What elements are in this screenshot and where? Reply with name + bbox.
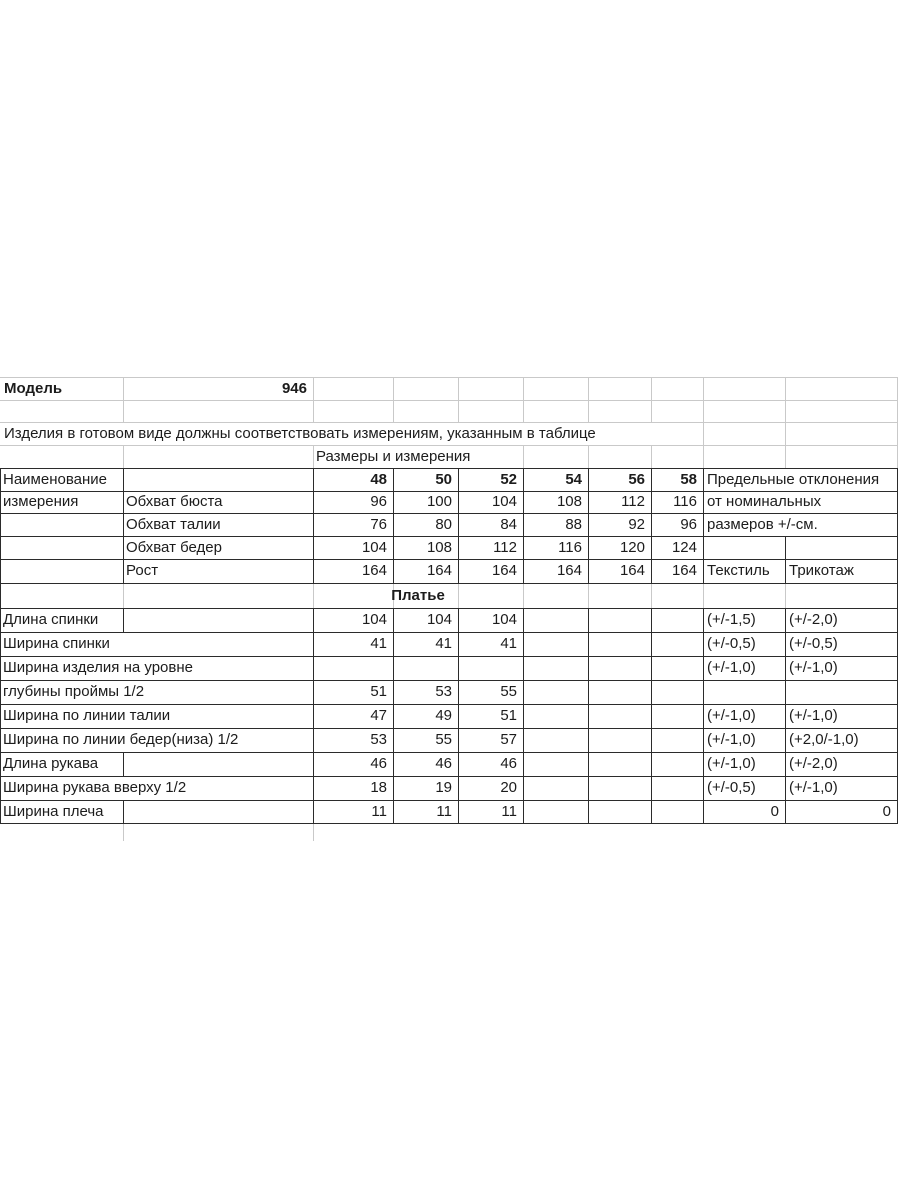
grid-line [588, 608, 589, 823]
grid-line [703, 377, 704, 422]
cell-garment-label: глубины проймы 1/2 [3, 683, 145, 700]
cell-measurement-value: 116 [558, 539, 582, 556]
cell-garment-value: 51 [370, 683, 387, 700]
cell-garment-value: 53 [370, 731, 387, 748]
cell-garment-label: Ширина по линии бедер(низа) 1/2 [3, 731, 239, 748]
cell-note: Изделия в готовом виде должны соответствовать измерениям, указанным в таблице [4, 425, 596, 442]
cell-tolerance-knit: (+/-1,0) [789, 707, 838, 724]
cell-measurement-value: 116 [673, 493, 697, 510]
cell-measurement-value: 108 [556, 493, 582, 510]
grid-line [523, 608, 524, 823]
cell-measurement-value: 96 [370, 493, 387, 510]
cell-measurement-value: 88 [565, 516, 582, 533]
grid-line [523, 583, 524, 608]
cell-measurement-value: 112 [621, 493, 645, 510]
cell-size-header: 58 [680, 471, 697, 488]
cell-measurement-value: 80 [435, 516, 452, 533]
cell-measurement-value: 104 [361, 539, 387, 556]
cell-garment-value: 104 [361, 611, 387, 628]
grid-line [703, 445, 704, 468]
cell-tolerance-textile: (+/-1,0) [707, 707, 756, 724]
cell-garment-value: 55 [500, 683, 517, 700]
grid-line [313, 377, 314, 422]
cell-measurement-value: 112 [493, 539, 517, 556]
cell-garment-label: Длина рукава [3, 755, 99, 772]
cell-model-value: 946 [281, 380, 307, 397]
cell-garment-value: 18 [370, 779, 387, 796]
cell-tolerance-textile: (+/-1,0) [707, 755, 756, 772]
cell-measurement-label: Обхват бюста [126, 493, 223, 510]
cell-garment-value: 46 [435, 755, 452, 772]
cell-garment-value: 11 [436, 803, 452, 820]
grid-line [123, 583, 124, 608]
cell-measurement-label: Обхват талии [126, 516, 221, 533]
cell-tolerance-textile: (+/-1,0) [707, 659, 756, 676]
cell-garment-value: 104 [491, 611, 517, 628]
cell-tolerance-note: размеров +/-см. [707, 516, 818, 533]
cell-measurement-value: 164 [619, 562, 645, 579]
cell-tolerance-knit: (+/-1,0) [789, 659, 838, 676]
cell-tolerance-knit: 0 [882, 803, 891, 820]
cell-size-header: 56 [628, 471, 645, 488]
cell-measurement-value: 164 [361, 562, 387, 579]
cell-measurement-value: 100 [426, 493, 452, 510]
cell-tolerance-knit: (+/-1,0) [789, 779, 838, 796]
cell-size-header: 50 [435, 471, 452, 488]
cell-fabric-textile: Текстиль [707, 562, 770, 579]
grid-line [785, 536, 786, 583]
grid-line [523, 445, 524, 468]
grid-line [123, 445, 124, 468]
grid-line [0, 400, 897, 401]
cell-size-header: 48 [370, 471, 387, 488]
cell-garment-label: Ширина изделия на уровне [3, 659, 193, 676]
grid-line [458, 377, 459, 422]
cell-tolerance-header: Предельные отклонения [707, 471, 880, 488]
cell-section-title: Платье [391, 587, 445, 604]
cell-tolerance-knit: (+/-0,5) [789, 635, 838, 652]
grid-line [703, 608, 704, 823]
cell-garment-value: 47 [370, 707, 387, 724]
cell-garment-value: 41 [435, 635, 452, 652]
cell-measurement-value: 120 [619, 539, 645, 556]
cell-tolerance-textile [707, 681, 781, 703]
cell-garment-label: Ширина рукава вверху 1/2 [3, 779, 187, 796]
cell-measurement-value: 164 [491, 562, 517, 579]
cell-sizes-title: Размеры и измерения [316, 448, 471, 465]
grid-line [0, 468, 1, 823]
cell-measurement-value: 124 [671, 539, 697, 556]
grid-line [523, 377, 524, 422]
cell-garment-label: Ширина плеча [3, 803, 104, 820]
grid-line [313, 823, 314, 841]
grid-line [785, 583, 786, 608]
cell-measurement-value: 96 [680, 516, 697, 533]
cell-measurement-value: 76 [370, 516, 387, 533]
cell-tolerance-textile: 0 [770, 803, 779, 820]
grid-line [703, 422, 704, 445]
cell-garment-value: 46 [370, 755, 387, 772]
grid-line [313, 445, 314, 468]
grid-line [897, 445, 898, 468]
cell-garment-value: 46 [500, 755, 517, 772]
cell-tolerance-textile: (+/-1,5) [707, 611, 756, 628]
grid-line [785, 445, 786, 468]
cell-tolerance-knit: (+/-2,0) [789, 755, 838, 772]
cell-garment-label: Ширина по линии талии [3, 707, 171, 724]
grid-line [703, 468, 704, 583]
cell-garment-value: 20 [500, 779, 517, 796]
grid-line [785, 608, 786, 823]
cell-garment-value: 19 [435, 779, 452, 796]
cell-garment-value [313, 657, 387, 679]
cell-size-header: 52 [500, 471, 517, 488]
cell-garment-value: 41 [370, 635, 387, 652]
cell-garment-value: 53 [435, 683, 452, 700]
cell-measurement-label: Обхват бедер [126, 539, 222, 556]
cell-garment-value: 55 [435, 731, 452, 748]
cell-measurement-value: 104 [491, 493, 517, 510]
cell-size-header: 54 [565, 471, 582, 488]
grid-line [651, 445, 652, 468]
grid-line [785, 422, 786, 445]
cell-tolerance-textile: (+/-0,5) [707, 779, 756, 796]
cell-garment-value: 11 [501, 803, 517, 820]
cell-measurement-label: Рост [126, 562, 159, 579]
cell-header-name-line1: Наименование [3, 471, 107, 488]
cell-measurement-value: 164 [426, 562, 452, 579]
cell-measurement-value: 92 [628, 516, 645, 533]
grid-line [651, 608, 652, 823]
cell-fabric-knit: Трикотаж [789, 562, 854, 579]
grid-line [785, 377, 786, 422]
grid-line [897, 377, 898, 422]
grid-line [897, 468, 898, 824]
cell-measurement-value: 84 [500, 516, 517, 533]
cell-garment-value: 49 [435, 707, 452, 724]
cell-tolerance-note: от номинальных [707, 493, 822, 510]
grid-line [651, 583, 652, 608]
cell-garment-value: 11 [371, 803, 387, 820]
cell-garment-label: Ширина спинки [3, 635, 110, 652]
cell-tolerance-knit: (+2,0/-1,0) [789, 731, 859, 748]
cell-garment-value: 104 [426, 611, 452, 628]
cell-model-label: Модель [4, 380, 63, 397]
grid-line [897, 422, 898, 445]
cell-measurement-value: 164 [556, 562, 582, 579]
grid-line [588, 377, 589, 422]
cell-garment-value: 57 [500, 731, 517, 748]
grid-line [123, 468, 124, 583]
cell-tolerance-textile: (+/-0,5) [707, 635, 756, 652]
grid-line [588, 583, 589, 608]
cell-garment-value: 51 [500, 707, 517, 724]
grid-line [123, 823, 124, 841]
cell-garment-label: Длина спинки [3, 611, 99, 628]
cell-tolerance-knit: (+/-2,0) [789, 611, 838, 628]
cell-garment-value [393, 657, 452, 679]
grid-line [393, 377, 394, 422]
grid-line [703, 583, 704, 608]
grid-line [651, 377, 652, 422]
grid-line [0, 823, 898, 824]
cell-garment-value: 41 [500, 635, 517, 652]
cell-tolerance-knit [789, 681, 893, 703]
cell-header-name-line2: измерения [3, 493, 79, 510]
cell-tolerance-textile: (+/-1,0) [707, 731, 756, 748]
cell-measurement-value: 108 [426, 539, 452, 556]
grid-line [588, 445, 589, 468]
cell-garment-value [458, 657, 517, 679]
cell-measurement-value: 164 [671, 562, 697, 579]
